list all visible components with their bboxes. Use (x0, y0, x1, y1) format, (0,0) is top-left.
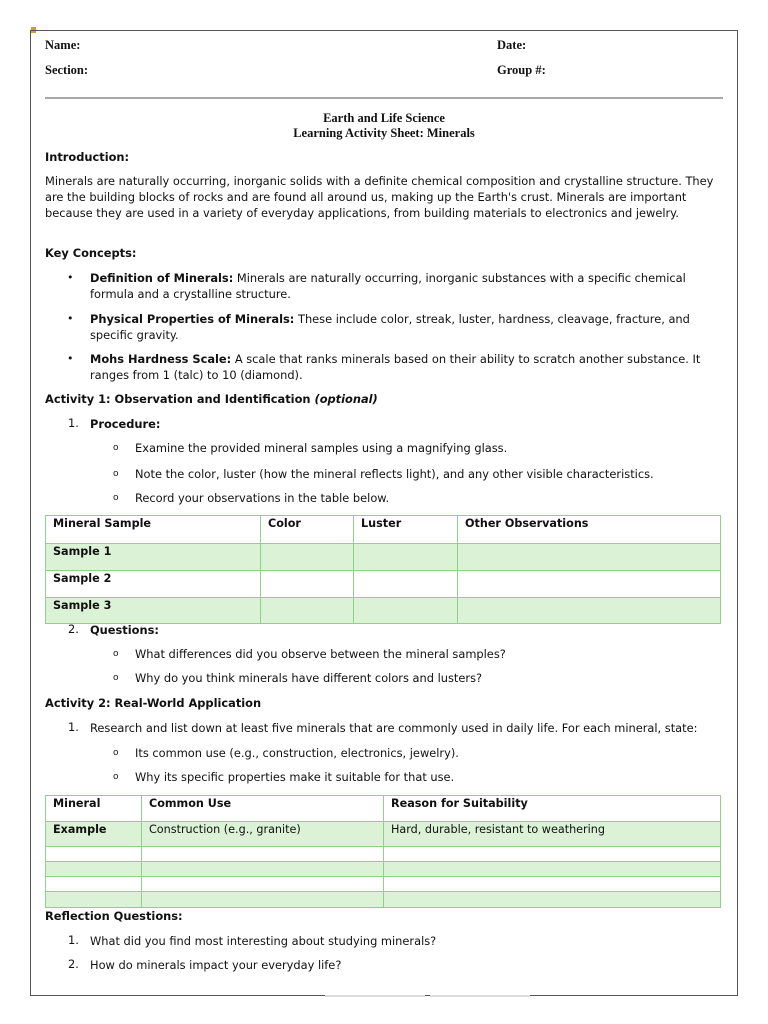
sample-cell: Sample 1 (46, 544, 261, 571)
common-use-cell[interactable] (142, 892, 384, 908)
circle-bullet-icon: o (113, 772, 119, 782)
activity2-subitem: Why its specific properties make it suitable for that use. (135, 770, 455, 784)
concept-term: Physical Properties of Minerals: (90, 312, 295, 326)
footer-line (325, 995, 425, 997)
table-header: Mineral Sample (46, 516, 261, 544)
table-header: Common Use (142, 796, 384, 822)
group-label: Group #: (497, 63, 546, 77)
mineral-cell[interactable] (46, 892, 142, 908)
footer-line (430, 995, 530, 997)
list-number: 2. (68, 957, 79, 971)
concept-term: Mohs Hardness Scale: (90, 352, 232, 366)
luster-cell[interactable] (354, 598, 458, 624)
questions-label: Questions: (90, 623, 159, 637)
activity2-subitem: Its common use (e.g., construction, electronics, jewelry). (135, 746, 459, 760)
question-item: What differences did you observe between the mineral samples? (135, 647, 506, 661)
reason-cell[interactable] (384, 862, 721, 877)
color-cell[interactable] (261, 571, 354, 598)
procedure-step: Note the color, luster (how the mineral reflects light), and any other visible characteristics. (135, 467, 654, 481)
concept-text: Minerals are naturally occurring, inorganic substances with a specific chemical formula and a crystalline structure. (90, 271, 686, 301)
common-use-cell[interactable] (142, 847, 384, 862)
circle-bullet-icon: o (113, 673, 119, 683)
table-header: Other Observations (458, 516, 721, 544)
key-concepts-heading: Key Concepts: (45, 246, 137, 260)
section-label: Section: (45, 63, 89, 77)
subject-title: Earth and Life Science (323, 111, 445, 125)
bullet-icon: • (67, 352, 74, 365)
reflection-question: How do minerals impact your everyday life? (90, 958, 342, 972)
table-header: Luster (354, 516, 458, 544)
reason-cell[interactable] (384, 877, 721, 892)
reflection-heading: Reflection Questions: (45, 909, 183, 923)
table-row (46, 822, 721, 847)
sample-cell: Sample 2 (46, 571, 261, 598)
activity1-heading (45, 391, 378, 407)
common-use-cell[interactable] (142, 877, 384, 892)
circle-bullet-icon: o (113, 649, 119, 659)
other-observations-cell[interactable] (458, 598, 721, 624)
reason-cell[interactable] (384, 847, 721, 862)
mineral-cell[interactable] (46, 862, 142, 877)
observation-table (45, 515, 721, 624)
bullet-icon: • (67, 271, 74, 284)
list-number: 1. (68, 933, 79, 947)
circle-bullet-icon: o (113, 469, 119, 479)
concept-text: These include color, streak, luster, hardness, cleavage, fracture, and specific gravity. (90, 312, 690, 342)
color-cell[interactable] (261, 598, 354, 624)
other-observations-cell[interactable] (458, 571, 721, 598)
table-row (46, 892, 721, 908)
activity2-heading: Activity 2: Real-World Application (45, 696, 262, 710)
circle-bullet-icon: o (113, 748, 119, 758)
sample-cell: Sample 3 (46, 598, 261, 624)
table-row (46, 862, 721, 877)
color-cell[interactable] (261, 544, 354, 571)
mineral-cell[interactable] (46, 877, 142, 892)
header-divider (45, 97, 723, 99)
luster-cell[interactable] (354, 571, 458, 598)
mineral-cell[interactable] (46, 847, 142, 862)
activity2-instruction: Research and list down at least five minerals that are commonly used in daily life. For each mineral, state: (90, 721, 698, 735)
concept-item (90, 351, 720, 383)
example-reason-cell: Hard, durable, resistant to weathering (384, 822, 721, 847)
table-row (46, 571, 721, 598)
question-item: Why do you think minerals have different colors and lusters? (135, 671, 483, 685)
common-use-cell[interactable] (142, 862, 384, 877)
list-number: 1. (68, 416, 79, 430)
table-header: Reason for Suitability (384, 796, 721, 822)
example-use-cell: Construction (e.g., granite) (142, 822, 384, 847)
procedure-step: Record your observations in the table below. (135, 491, 390, 505)
concept-text: A scale that ranks minerals based on their ability to scratch another substance. It ranges from 1 (talc) to 10 (diamond). (90, 352, 701, 382)
concept-item (90, 311, 720, 343)
concept-item (90, 270, 720, 302)
circle-bullet-icon: o (113, 443, 119, 453)
optional-tag: (optional) (314, 392, 378, 406)
table-row (46, 847, 721, 862)
concept-term: Definition of Minerals: (90, 271, 234, 285)
table-header: Mineral (46, 796, 142, 822)
date-label: Date: (497, 38, 527, 52)
activity1-heading-text: Activity 1: Observation and Identification (45, 392, 315, 406)
procedure-label: Procedure: (90, 417, 161, 431)
bullet-icon: • (67, 312, 74, 325)
introduction-heading: Introduction: (45, 150, 130, 164)
reflection-question: What did you find most interesting about studying minerals? (90, 934, 437, 948)
introduction-text: Minerals are naturally occurring, inorganic solids with a definite chemical composition and crystalline structure. They are the building blocks of rocks and are found all around us, making up the Earth's crust. Minerals are important because they are used in a variety of everyday applications, from building materials to electronics and jewelry. (45, 174, 714, 220)
list-number: 2. (68, 622, 79, 636)
table-row (46, 877, 721, 892)
list-number: 1. (68, 720, 79, 734)
example-label-cell: Example (46, 822, 142, 847)
circle-bullet-icon: o (113, 493, 119, 503)
sheet-title: Learning Activity Sheet: Minerals (293, 126, 475, 140)
other-observations-cell[interactable] (458, 544, 721, 571)
name-label: Name: (45, 38, 81, 52)
procedure-step: Examine the provided mineral samples using a magnifying glass. (135, 441, 508, 455)
application-table (45, 795, 721, 908)
table-header: Color (261, 516, 354, 544)
luster-cell[interactable] (354, 544, 458, 571)
table-row (46, 598, 721, 624)
reason-cell[interactable] (384, 892, 721, 908)
table-row (46, 544, 721, 571)
